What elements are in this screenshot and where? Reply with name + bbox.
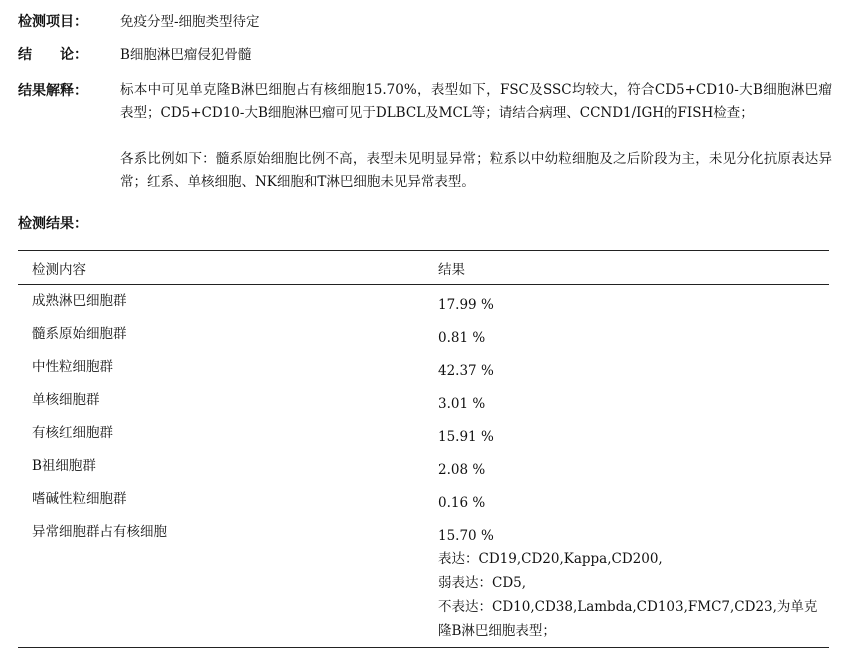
table-header-rule: [18, 284, 829, 285]
abnormal-note-negative: 不表达：CD10,CD38,Lambda,CD103,FMC7,CD23,为单克隆B淋巴细胞表型；: [438, 599, 818, 639]
row-value-b-progenitors: 2.08 %: [438, 462, 486, 478]
row-name-monocytes: 单核细胞群: [32, 392, 100, 408]
row-name-neutrophils: 中性粒细胞群: [32, 359, 113, 375]
table-top-rule: [18, 250, 829, 251]
row-value-basophils: 0.16 %: [438, 495, 486, 511]
conclusion-value: B细胞淋巴瘤侵犯骨髓: [120, 47, 252, 63]
row-value-mature-lymphocytes: 17.99 %: [438, 297, 494, 313]
row-name-abnormal-cells: 异常细胞群占有核细胞: [32, 524, 167, 540]
row-value-abnormal-cells: 15.70 %: [438, 528, 494, 544]
interpretation-label: 结果解释：: [18, 83, 88, 99]
row-value-neutrophils: 42.37 %: [438, 363, 494, 379]
test-item-value: 免疫分型-细胞类型待定: [120, 14, 260, 30]
row-name-b-progenitors: B祖细胞群: [32, 458, 96, 474]
row-value-nucleated-red-cells: 15.91 %: [438, 429, 494, 445]
row-name-nucleated-red-cells: 有核红细胞群: [32, 425, 113, 441]
interpretation-paragraph-2: 各系比例如下：髓系原始细胞比例不高，表型未见明显异常；粒系以中幼粒细胞及之后阶段为主，未见分化抗原表达异常；红系、单核细胞、NK细胞和T淋巴细胞未见异常表型。: [120, 151, 832, 190]
row-value-monocytes: 3.01 %: [438, 396, 486, 412]
col-header-result: 结果: [438, 262, 465, 278]
table-bottom-rule: [18, 647, 829, 648]
row-name-mature-lymphocytes: 成熟淋巴细胞群: [32, 293, 127, 309]
abnormal-note-expressed: 表达：CD19,CD20,Kappa,CD200,: [438, 551, 663, 567]
row-value-myeloid-blasts: 0.81 %: [438, 330, 486, 346]
row-name-myeloid-blasts: 髓系原始细胞群: [32, 326, 127, 342]
row-name-basophils: 嗜碱性粒细胞群: [32, 491, 127, 507]
conclusion-label: 结 论：: [18, 47, 88, 63]
test-item-label: 检测项目：: [18, 14, 88, 30]
col-header-content: 检测内容: [32, 262, 86, 278]
abnormal-note-weak: 弱表达：CD5,: [438, 575, 527, 591]
interpretation-paragraph-1: 标本中可见单克隆B淋巴细胞占有核细胞15.70%，表型如下，FSC及SSC均较大，符合CD5+CD10-大B细胞淋巴瘤表型；CD5+CD10-大B细胞淋巴瘤可见于DLBCL及MCL等；请结合病理、CCND1/IGH的FISH检查；: [120, 82, 832, 121]
results-label: 检测结果：: [18, 216, 88, 232]
